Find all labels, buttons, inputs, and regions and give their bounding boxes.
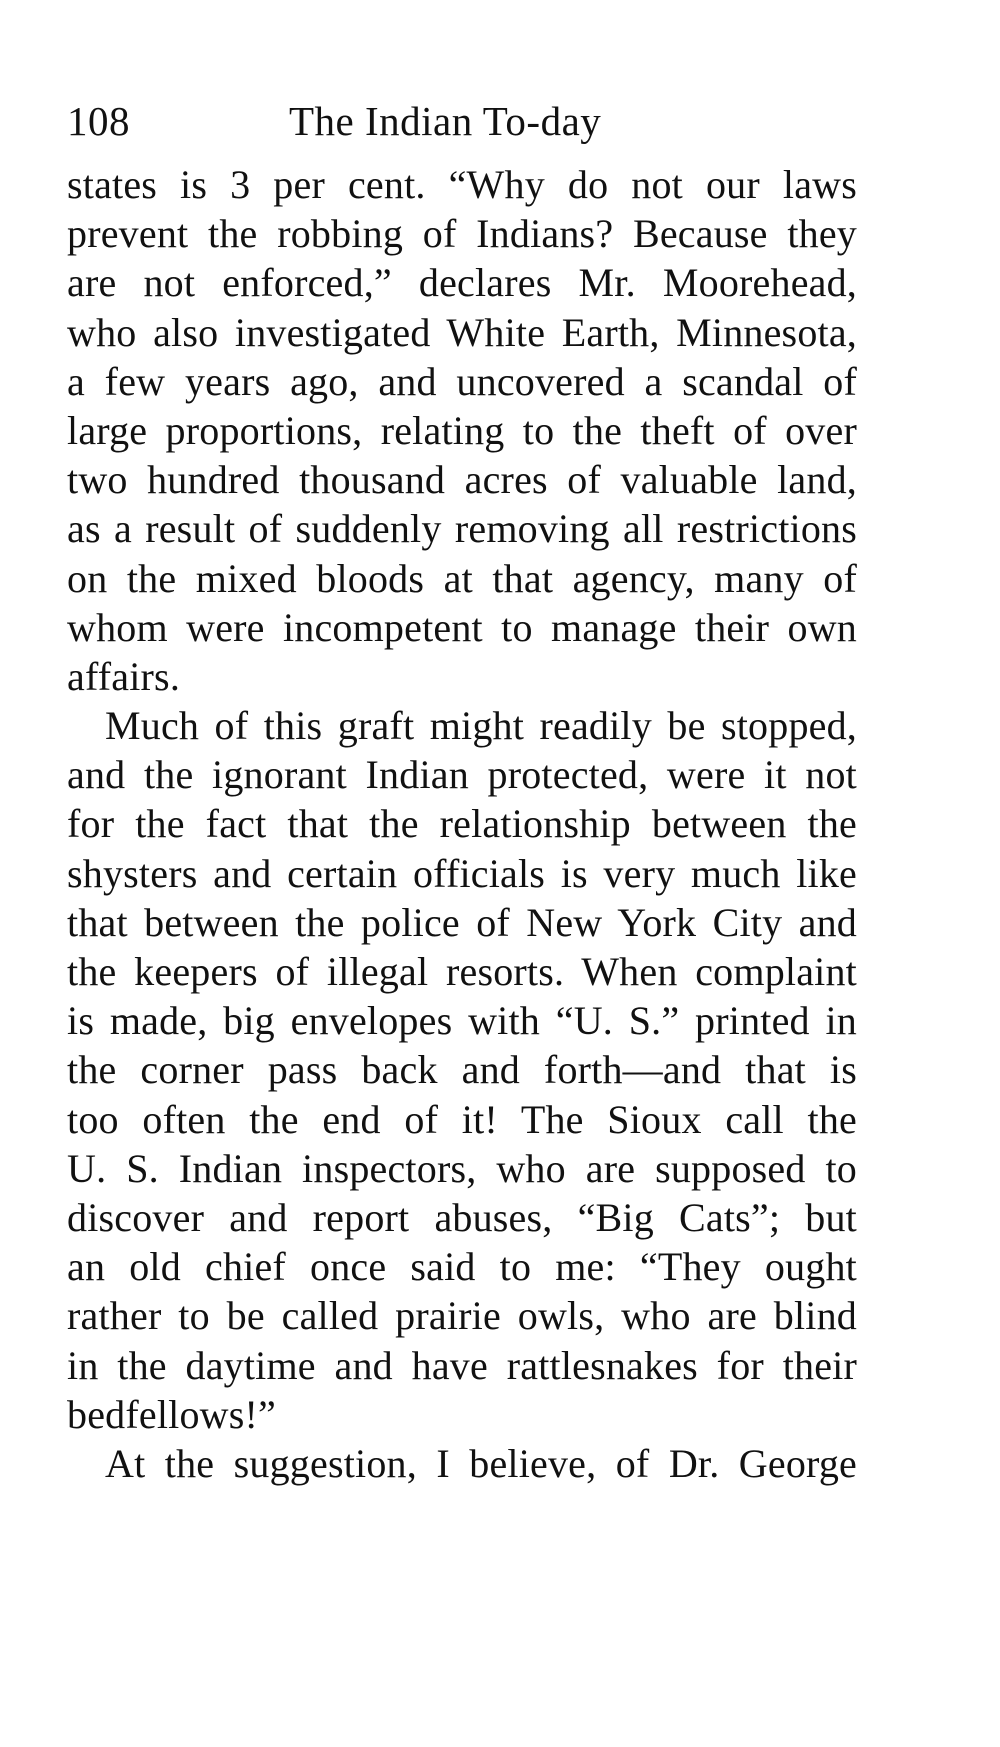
text-line: prevent the robbing of Indians? Because they <box>67 211 857 257</box>
text-line: U. S. Indian inspectors, who are supposed to <box>67 1145 857 1191</box>
text-line: discover and report abuses, “Big Cats”; but <box>67 1194 857 1240</box>
text-line: affairs. <box>67 653 181 699</box>
text-line: too often the end of it! The Sioux call the <box>67 1096 857 1142</box>
text-line: At the suggestion, I believe, of Dr. George <box>105 1440 857 1486</box>
text-line: for the fact that the relationship between the <box>67 801 857 847</box>
text-line: who also investigated White Earth, Minnesota, <box>67 309 857 355</box>
text-line: shysters and certain officials is very much like <box>67 850 857 896</box>
text-line: the corner pass back and forth—and that is <box>67 1047 857 1093</box>
text-line: bedfellows!” <box>67 1391 276 1437</box>
text-line: the keepers of illegal resorts. When complaint <box>67 949 857 994</box>
body-text <box>67 160 857 1488</box>
text-line: in the daytime and have rattlesnakes for their <box>67 1342 857 1388</box>
text-line: is made, big envelopes with “U. S.” printed in <box>67 998 857 1044</box>
text-line: rather to be called prairie owls, who are blind <box>67 1293 857 1339</box>
text-line: states is 3 per cent. “Why do not our laws <box>67 162 857 207</box>
text-line: large proportions, relating to the theft of over <box>67 407 857 453</box>
text-line: two hundred thousand acres of valuable land, <box>67 457 857 503</box>
text-line: that between the police of New York City and <box>67 899 857 945</box>
text-line: a few years ago, and uncovered a scandal of <box>67 358 857 404</box>
running-head <box>67 96 687 146</box>
text-line: whom were incompetent to manage their own <box>67 604 857 650</box>
text-line: as a result of suddenly removing all restrictions <box>67 506 857 552</box>
running-title: The Indian To-day <box>289 98 602 144</box>
text-line: an old chief once said to me: “They ought <box>67 1244 857 1290</box>
text-line: are not enforced,” declares Mr. Moorehead, <box>67 260 857 306</box>
text-line: on the mixed bloods at that agency, many of <box>67 555 857 601</box>
text-line: and the ignorant Indian protected, were it not <box>67 752 857 798</box>
page-number: 108 <box>67 98 130 144</box>
text-line: Much of this graft might readily be stopped, <box>105 703 857 749</box>
